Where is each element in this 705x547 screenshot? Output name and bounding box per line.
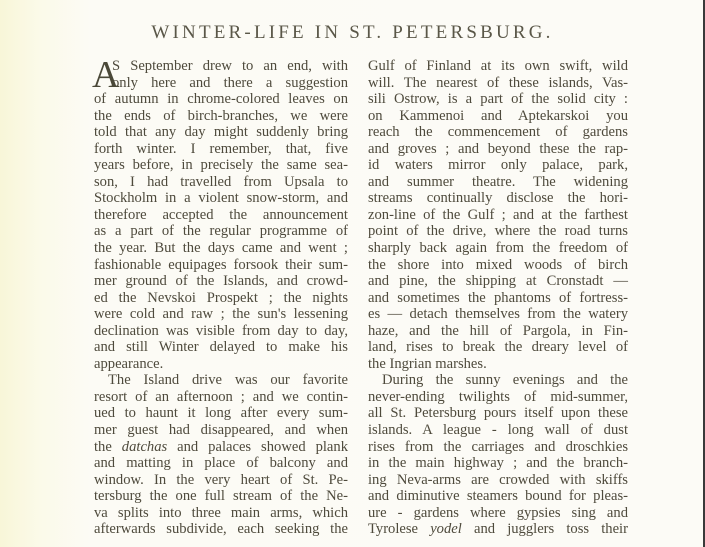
text-line: declination was visible from day to day,: [94, 322, 348, 339]
text-line: will. The nearest of these islands, Vas-: [368, 74, 628, 91]
text-line: the Ingrian marshes.: [368, 355, 487, 372]
text-line: sharply back again from the freedom of: [368, 240, 628, 257]
text-line: ued to haunt it long after every sum-: [94, 405, 348, 422]
text-line-with-italic: [368, 521, 628, 538]
text-line: and diminutive steamers bound for pleas-: [368, 488, 628, 505]
text-line: the ends of birch-branches, we were: [94, 107, 348, 124]
text-line: all St. Petersburg pours itself upon these: [368, 405, 628, 422]
text-line: zon-line of the Gulf ; and at the farthest: [368, 206, 628, 223]
text-line: Stockholm in a violent snow-storm, and: [94, 190, 348, 207]
text-line: resort of an afternoon ; and we contin-: [94, 388, 348, 405]
text-line: of autumn in chrome-colored leaves on: [94, 91, 348, 108]
text-line: son, I had travelled from Upsala to: [94, 173, 348, 190]
text-line: id waters mirror only palace, park,: [368, 157, 628, 174]
text-line: never-ending twilights of mid-summer,: [368, 388, 628, 405]
text-line: haze, and the hill of Pargola, in Fin-: [368, 322, 628, 339]
text-line: on Kammenoi and Aptekarskoi you: [368, 107, 628, 124]
text-line: and pine, the shipping at Cronstadt —: [368, 273, 628, 290]
text-line: told that any day might suddenly bring: [94, 124, 348, 141]
text-line: ure - gardens where gypsies sing and: [368, 504, 628, 521]
text-line: and matting in place of balcony and: [94, 455, 348, 472]
text-line: tersburg the one full stream of the Ne-: [94, 488, 348, 505]
text-line: streams continually disclose the hori-: [368, 190, 628, 207]
text-line: forth winter. I remember, that, five: [94, 140, 348, 157]
text-line: only here and there a suggestion: [112, 74, 348, 91]
text-line: afterwards subdivide, each seeking the: [94, 521, 348, 538]
text-line: as a part of the regular programme of: [94, 223, 348, 240]
italic-word: yodel: [430, 521, 462, 538]
text-line: rises from the carriages and droschkies: [368, 438, 628, 455]
left-column: [92, 54, 349, 538]
text-fragment: and palaces showed plank: [177, 438, 349, 455]
text-line: appearance.: [94, 355, 164, 372]
italic-word: datchas: [121, 438, 168, 455]
text-fragment: the: [94, 438, 112, 455]
text-line: years before, in precisely the same sea-: [94, 157, 348, 174]
text-line: land, rises to break the dreary level of: [368, 339, 628, 356]
text-line: islands. A league - long wall of dust: [368, 422, 628, 439]
text-line: and summer theatre. The widening: [368, 173, 628, 190]
text-line: the year. But the days came and went ;: [94, 240, 348, 257]
text-line: the shore into mixed woods of birch: [368, 256, 628, 273]
text-line: reach the commencement of gardens: [368, 124, 628, 141]
text-line: window. In the very heart of St. Pe-: [94, 471, 348, 488]
text-line: therefore accepted the announcement: [94, 206, 348, 223]
page-title: WINTER-LIFE IN ST. PETERSBURG.: [151, 22, 554, 43]
text-fragment: and jugglers toss their: [473, 521, 628, 538]
text-line: mer ground of the Islands, and crowd-: [94, 273, 348, 290]
right-column: [368, 58, 628, 538]
text-line: The Island drive was our favorite: [108, 372, 348, 389]
text-line: fashionable equipages forsook their sum-: [94, 256, 348, 273]
text-line: ed the Nevskoi Prospekt ; the nights: [94, 289, 348, 306]
text-line: Gulf of Finland at its own swift, wild: [368, 58, 628, 74]
text-fragment: Tyrolese: [368, 521, 419, 538]
text-line: point of the drive, where the road turns: [368, 223, 628, 240]
text-line: ing Neva-arms are crowded with skiffs: [368, 471, 628, 488]
text-line: S September drew to an end, with: [112, 58, 348, 74]
text-line: sili Ostrow, is a part of the solid city :: [368, 91, 628, 108]
text-line: va splits into three main arms, which: [94, 504, 348, 521]
text-line: During the sunny evenings and the: [382, 372, 628, 389]
text-line: and sometimes the phantoms of fortress-: [368, 289, 628, 306]
text-line: and groves ; and beyond these the rap-: [368, 140, 628, 157]
text-line: in the main highway ; and the branch-: [368, 455, 628, 472]
text-line: es — detach themselves from the watery: [368, 306, 628, 323]
text-line: mer guest had disappeared, and when: [94, 422, 348, 439]
drop-cap: A: [92, 54, 120, 96]
text-line: and still Winter delayed to make his: [94, 339, 348, 356]
text-line-with-italic: [94, 439, 348, 456]
text-line: were cold and raw ; the sun's lessening: [94, 306, 348, 323]
